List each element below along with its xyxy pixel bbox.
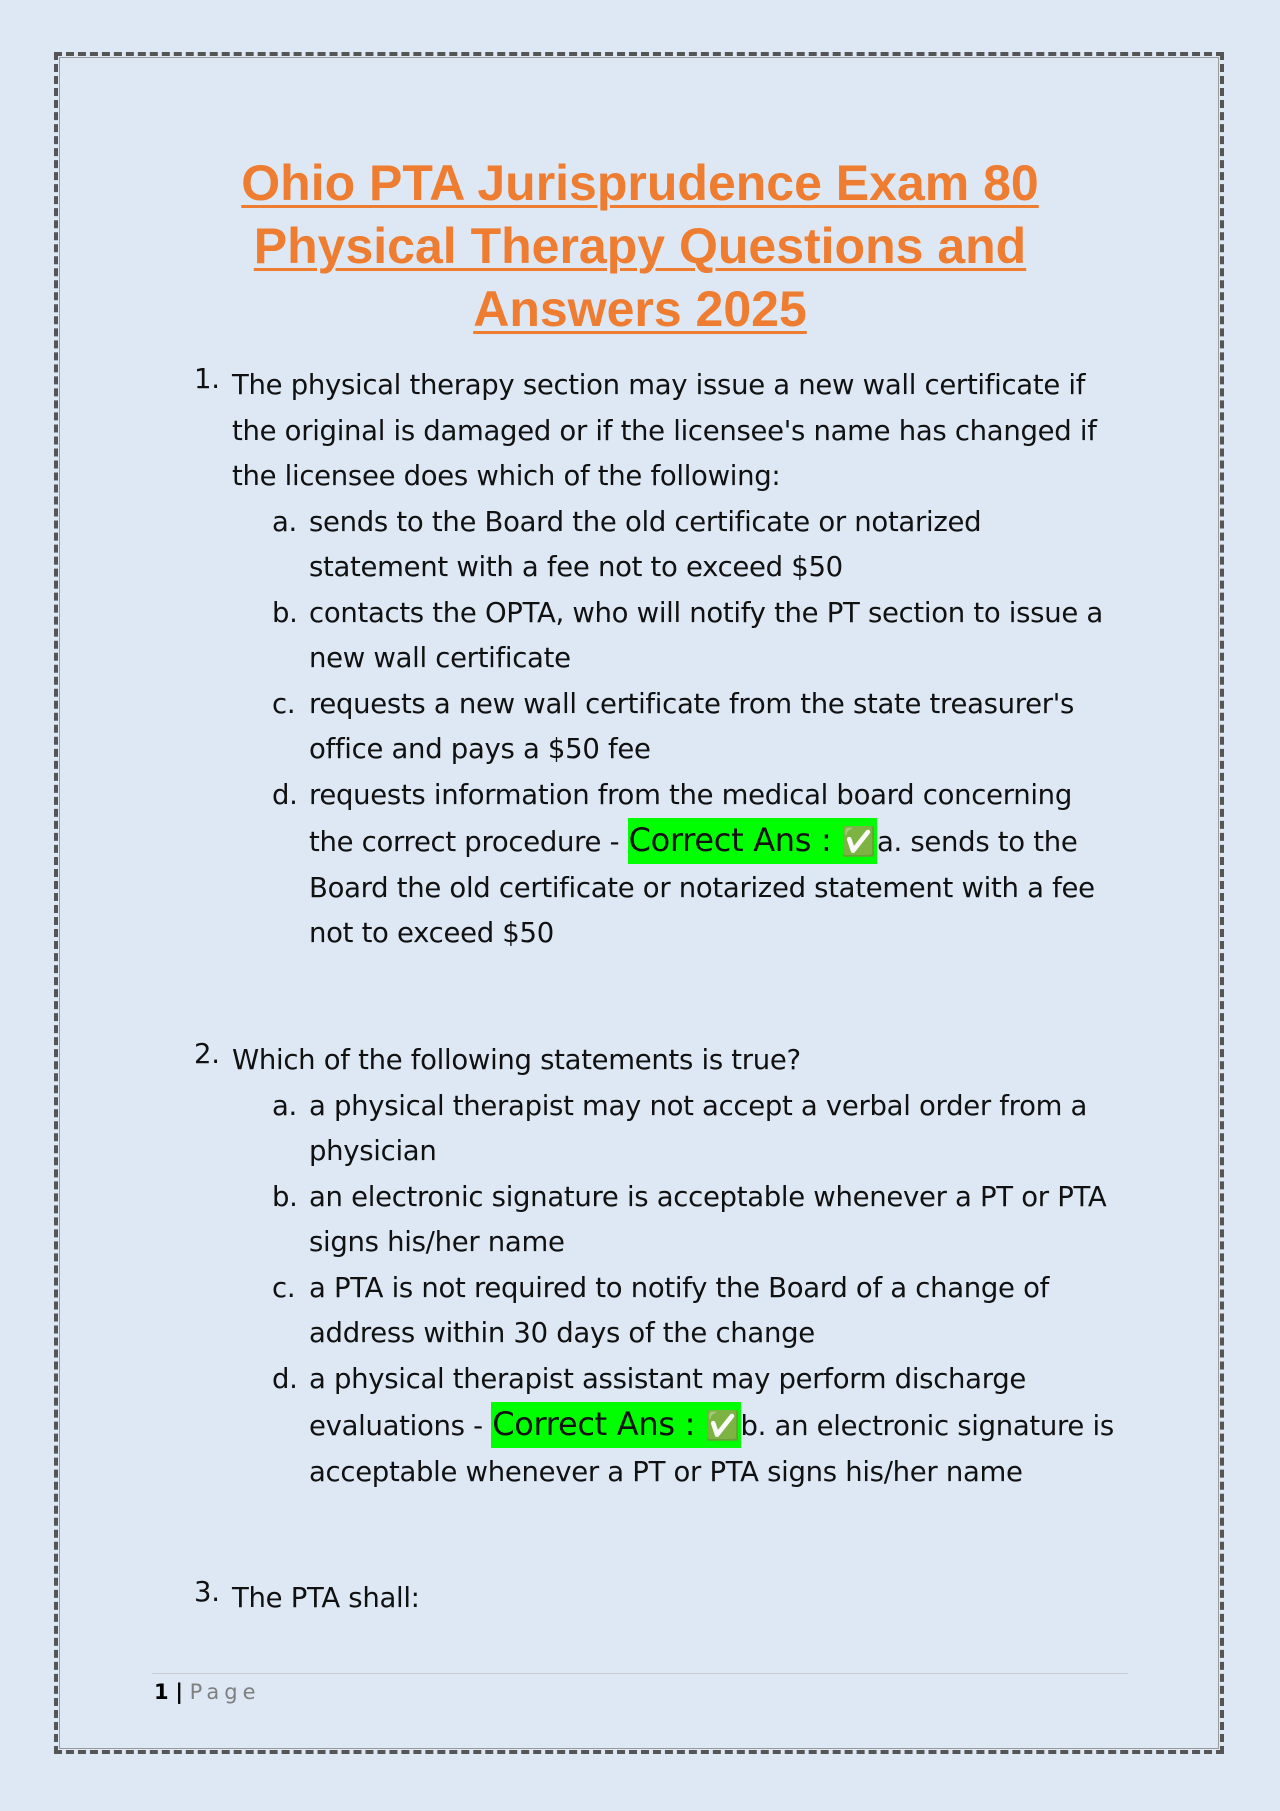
option-letter: b. [272, 596, 298, 629]
option-text: requests a new wall certificate from the state treasurer's office and pays a $50 fee [309, 687, 1075, 765]
option-letter: c. [272, 687, 296, 720]
question-text: The PTA shall: [232, 1582, 420, 1614]
title-line: Answers 2025 [473, 281, 807, 337]
options-list [194, 1084, 1124, 1496]
question-2 [194, 1038, 1124, 1495]
option-c [194, 1266, 1124, 1357]
option-a [194, 500, 1124, 591]
correct-answer-highlight [491, 1402, 740, 1448]
page-number: 1 [154, 1680, 169, 1704]
footer-separator: | [175, 1680, 183, 1704]
correct-answer-text: b. an electronic signature is acceptable whenever a PT or PTA signs his/her name [309, 1410, 1114, 1488]
option-text: an electronic signature is acceptable whenever a PT or PTA signs his/her name [309, 1180, 1107, 1258]
check-mark-icon: ✅ [704, 1409, 740, 1442]
document-title [190, 152, 1090, 341]
option-text: sends to the Board the old certificate or notarized statement with a fee not to exceed $50 [309, 505, 982, 583]
option-d [194, 773, 1124, 957]
option-text: a physical therapist assistant may perform discharge evaluations - [309, 1362, 1026, 1442]
page-footer [154, 1680, 261, 1704]
question-1 [194, 363, 1124, 957]
correct-answer-label: Correct Ans : [492, 1405, 705, 1443]
option-d [194, 1357, 1124, 1496]
title-line: Physical Therapy Questions and [253, 218, 1027, 274]
option-letter: a. [272, 505, 297, 538]
correct-answer-text: a. sends to the Board the old certificate or notarized statement with a fee not to exceed $50 [309, 826, 1095, 949]
check-mark-icon: ✅ [841, 825, 876, 858]
option-text: requests information from the medical board concerning the correct procedure - [309, 778, 1072, 858]
option-letter: c. [272, 1271, 296, 1304]
option-letter: b. [272, 1180, 298, 1213]
option-b [194, 591, 1124, 682]
question-number: 1. [194, 363, 220, 395]
footer-divider [152, 1673, 1128, 1674]
correct-answer-highlight [628, 818, 877, 864]
option-a [194, 1084, 1124, 1175]
question-3 [194, 1576, 1124, 1622]
option-c [194, 682, 1124, 773]
question-number: 3. [194, 1576, 220, 1608]
option-b [194, 1175, 1124, 1266]
question-text: The physical therapy section may issue a new wall certificate if the original is damaged or if the licensee's name has changed if the licensee does which of the following: [232, 369, 1097, 492]
option-letter: d. [272, 1362, 298, 1395]
option-text: a physical therapist may not accept a verbal order from a physician [309, 1089, 1088, 1167]
correct-answer-label: Correct Ans : [628, 821, 842, 859]
option-text: a PTA is not required to notify the Board of a change of address within 30 days of the change [309, 1271, 1050, 1349]
question-number: 2. [194, 1038, 220, 1070]
options-list [194, 500, 1124, 957]
title-line: Ohio PTA Jurisprudence Exam 80 [241, 155, 1039, 211]
option-letter: d. [272, 778, 298, 811]
option-text: contacts the OPTA, who will notify the PT section to issue a new wall certificate [309, 596, 1103, 674]
page-label: Page [189, 1680, 261, 1704]
question-text: Which of the following statements is true? [232, 1044, 801, 1076]
option-letter: a. [272, 1089, 297, 1122]
